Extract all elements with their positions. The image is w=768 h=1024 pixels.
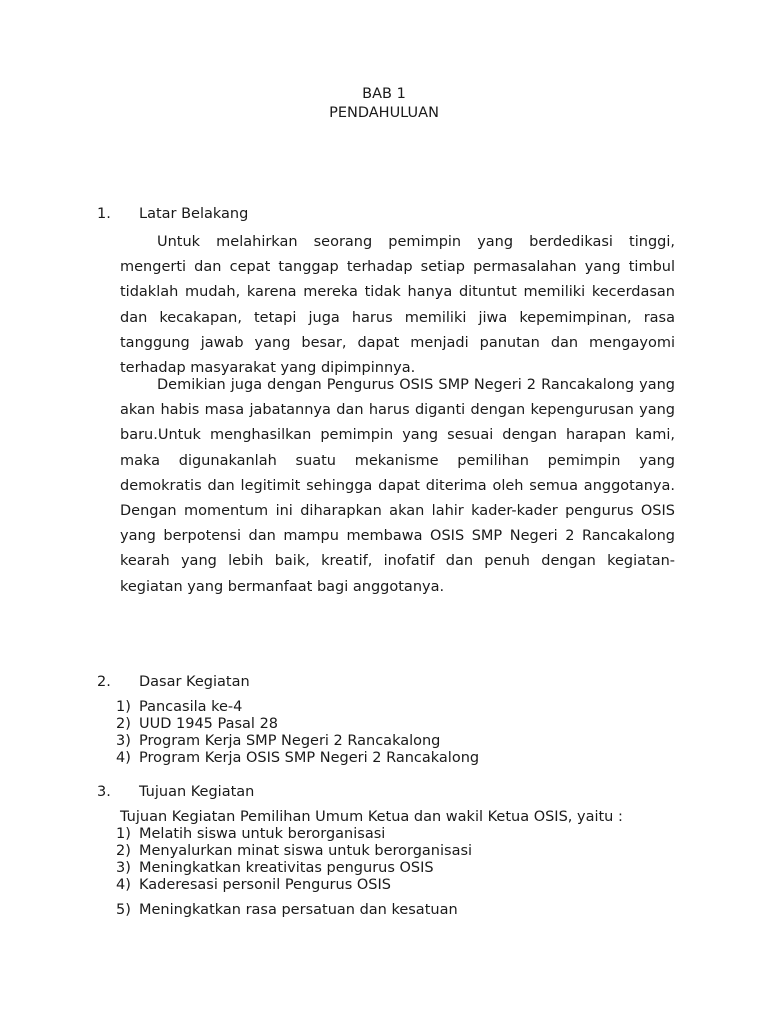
- list-item: [116, 860, 696, 877]
- list-text: Meningkatkan kreativitas pengurus OSIS: [139, 860, 434, 876]
- list-item: [116, 826, 696, 843]
- list-text: Menyalurkan minat siswa untuk berorganisasi: [139, 843, 473, 859]
- paragraph-2: Demikian juga dengan Pengurus OSIS SMP Negeri 2 Rancakalong yang akan habis masa jabatannya dan harus diganti dengan kepengurusan yang baru.Untuk menghasilkan pemimpin yang sesuai dengan harapan kami, maka digunakanlah suatu mekanisme pemilihan pemimpin yang demokratis dan legitimit sehingga dapat diterima oleh semua anggotanya. Dengan momentum ini diharapkan akan lahir kader-kader pengurus OSIS yang berpotensi dan mampu membawa OSIS SMP Negeri 2 Rancakalong kearah yang lebih baik, kreatif, inofatif dan penuh dengan kegiatan-kegiatan yang bermanfaat bagi anggotanya.: [120, 377, 675, 595]
- list-number: 4): [116, 877, 131, 893]
- chapter-label: BAB 1: [362, 86, 406, 102]
- section-title: Dasar Kegiatan: [139, 674, 250, 690]
- list-number: 3): [116, 860, 131, 876]
- list-text: Kaderesasi personil Pengurus OSIS: [139, 877, 391, 893]
- list-text: Program Kerja OSIS SMP Negeri 2 Rancakalong: [139, 750, 480, 766]
- section-number: 2.: [97, 674, 111, 690]
- list-item: [116, 877, 696, 894]
- list-text: Meningkatkan rasa persatuan dan kesatuan: [139, 902, 458, 918]
- list-number: 4): [116, 750, 131, 766]
- tujuan-kegiatan-list: [116, 826, 696, 919]
- list-number: 2): [116, 843, 131, 859]
- list-number: 5): [116, 902, 131, 918]
- list-text: UUD 1945 Pasal 28: [139, 716, 279, 732]
- list-number: 1): [116, 699, 131, 715]
- list-item: [116, 716, 696, 733]
- section-number: 1.: [97, 206, 111, 222]
- list-text: Melatih siswa untuk berorganisasi: [139, 826, 386, 842]
- list-text: Program Kerja SMP Negeri 2 Rancakalong: [139, 733, 441, 749]
- list-item: [116, 733, 696, 750]
- tujuan-intro: Tujuan Kegiatan Pemilihan Umum Ketua dan wakil Ketua OSIS, yaitu :: [120, 809, 623, 825]
- list-item: [116, 750, 696, 767]
- list-number: 3): [116, 733, 131, 749]
- list-number: 1): [116, 826, 131, 842]
- list-item: [116, 843, 696, 860]
- list-item: [116, 902, 696, 919]
- list-item: [116, 699, 696, 716]
- chapter-title: PENDAHULUAN: [329, 105, 439, 121]
- paragraph-1: Untuk melahirkan seorang pemimpin yang berdedikasi tinggi, mengerti dan cepat tanggap terhadap setiap permasalahan yang timbul tidaklah mudah, karena mereka tidak hanya dituntut memiliki kecerdasan dan kecakapan, tetapi juga harus memiliki jiwa kepemimpinan, rasa tanggung jawab yang besar, dapat menjadi panutan dan mengayomi terhadap masyarakat yang dipimpinnya.: [120, 234, 675, 377]
- list-number: 2): [116, 716, 131, 732]
- dasar-kegiatan-list: [116, 699, 696, 767]
- section-title: Latar Belakang: [139, 206, 249, 222]
- section-number: 3.: [97, 784, 111, 800]
- list-text: Pancasila ke-4: [139, 699, 243, 715]
- section-title: Tujuan Kegiatan: [139, 784, 255, 800]
